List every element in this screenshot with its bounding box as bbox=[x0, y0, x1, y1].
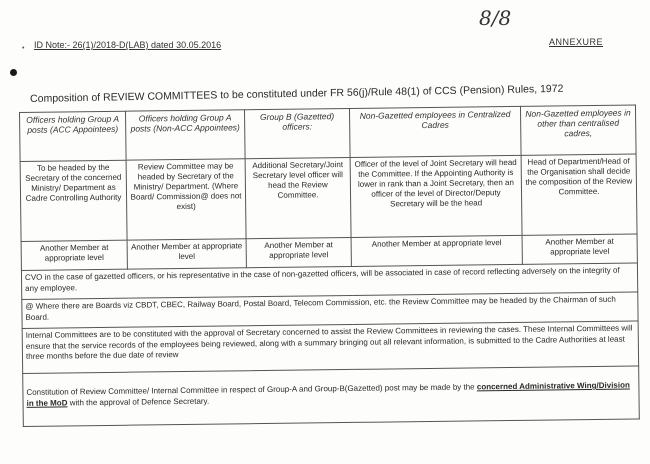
table-cell: Review Committee may be headed by Secretary of the Ministry/ Department. (Where Board/ Commission@ does not exist) bbox=[126, 159, 246, 240]
table-cell: Another Member at appropriate level bbox=[246, 237, 351, 267]
cvo-note: CVO in the case of gazetted officers, or his representative in the case of non-gazetted officers, will be associated in case of record reflecting adversely on the integrity of any employee. bbox=[21, 263, 637, 300]
page-number: 8/8 bbox=[479, 6, 512, 30]
table-cell: To be headed by the Secretary of the concerned Ministry/ Department as Cadre Controlling Authority bbox=[20, 160, 127, 241]
note-row-constitution bbox=[23, 366, 640, 427]
punch-hole bbox=[10, 69, 17, 76]
internal-committee-note: Internal Committees are to be constituted with the approval of Secretary concerned to assist the Review Committees in reviewing the cases. These Internal Committees will ensure that the service records of the employees being reviewed, along with a summary bringing out all relevant information, is submitted to the Cadre Authorities at least three months before the due date of review bbox=[22, 321, 639, 374]
constitution-tail: with the approval of Defence Secretary. bbox=[69, 396, 210, 407]
column-header: Non-Gazetted employees in Centralized Cadres bbox=[349, 106, 521, 157]
annexure-label: ANNEXURE bbox=[549, 37, 604, 47]
review-committee-table-wrapper bbox=[19, 104, 639, 427]
table-cell: Another Member at appropriate level bbox=[522, 234, 637, 264]
note-mark: • bbox=[22, 45, 25, 52]
constitution-text: Constitution of Review Committee/ Internal Committee in respect of Group-A and Group-B(Gazetted) post may be made by the bbox=[26, 382, 475, 397]
boards-note: @ Where there are Boards viz CBDT, CBEC, Railway Board, Postal Board, Telecom Commission, etc. the Review Committee may be headed by the Chairman of such Board. bbox=[22, 292, 638, 329]
column-header: Non-Gazetted employees in other than centralised cadres, bbox=[520, 105, 636, 155]
column-header: Officers holding Group A posts (Non-ACC Appointees) bbox=[125, 110, 245, 160]
admin-wing-text: concerned Administrative Wing/Division in the MoD bbox=[26, 380, 630, 408]
column-header: Group B (Gazetted) officers: bbox=[244, 108, 350, 158]
table-cell: Another Member at appropriate level bbox=[21, 240, 127, 270]
table-cell: Another Member at appropriate level bbox=[351, 235, 522, 266]
table-row-head bbox=[20, 154, 637, 242]
table-cell: Officer of the level of Joint Secretary will head the Committee. If the Appointing Authority is lower in rank than a Joint Secretary, then an officer of the level of Director/Deputy Secretary will be the head bbox=[350, 155, 522, 237]
table-cell: Head of Department/Head of the Organisation shall decide the composition of the Review Committee. bbox=[521, 154, 637, 235]
document-title: Composition of REVIEW COMMITTEES to be constituted under FR 56(j)/Rule 48(1) of CCS (Pension) Rules, 1972 bbox=[30, 82, 564, 105]
table-cell: Another Member at appropriate level bbox=[127, 239, 246, 269]
review-committee-table bbox=[19, 104, 640, 427]
column-header: Officers holding Group A posts (ACC Appointees) bbox=[20, 111, 127, 161]
table-header-row bbox=[20, 105, 637, 162]
note-row-internal bbox=[22, 321, 639, 374]
id-note: ID Note:- 26(1)/2018-D(LAB) dated 30.05.2016 bbox=[34, 40, 222, 50]
table-cell: Additional Secretary/Joint Secretary level officer will head the Review Committee. bbox=[245, 157, 351, 238]
constitution-note bbox=[23, 366, 640, 427]
